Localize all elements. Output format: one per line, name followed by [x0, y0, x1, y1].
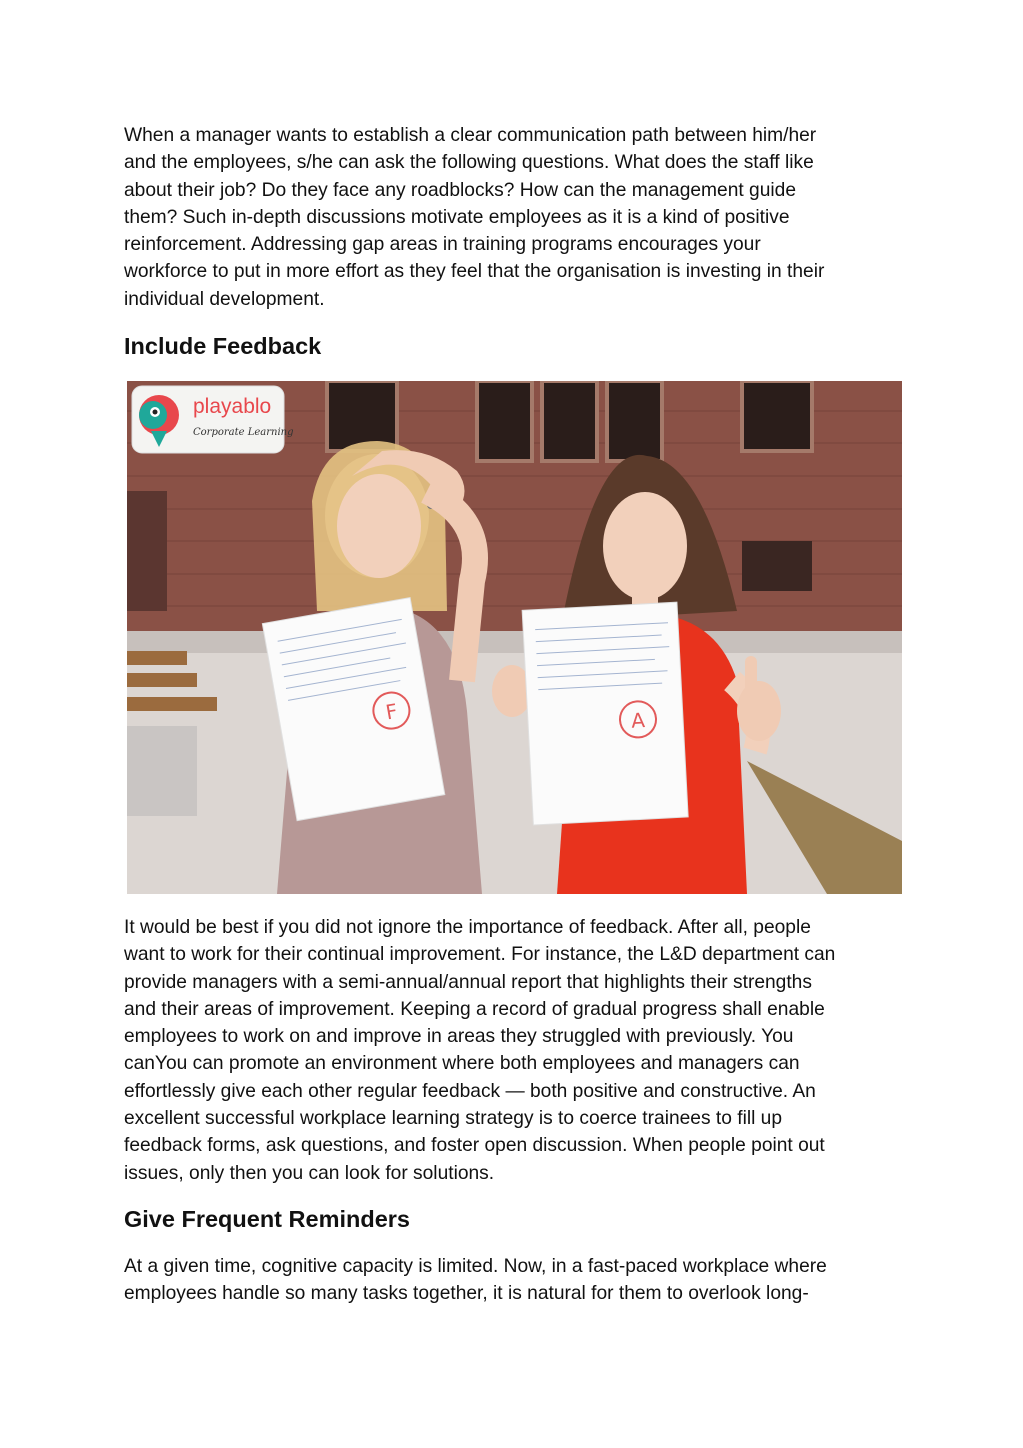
- grade-right: A: [630, 708, 646, 733]
- text-line: provide managers with a semi-annual/annual report that highlights their strengths: [124, 971, 812, 993]
- text-line: excellent successful workplace learning strategy is to coerce trainees to fill up: [124, 1108, 783, 1130]
- text-line: and the employees, s/he can ask the following questions. What does the staff like: [124, 152, 814, 174]
- intro-paragraph: [124, 122, 904, 313]
- logo-brand: playablo: [193, 395, 272, 418]
- text-line: employees to work on and improve in areas they struggled with previously. You: [124, 1026, 794, 1048]
- text-line: At a given time, cognitive capacity is limited. Now, in a fast-paced workplace where: [124, 1256, 827, 1277]
- grade-left: F: [383, 698, 400, 725]
- feedback-paragraph: [124, 914, 904, 1187]
- text-line: canYou can promote an environment where both employees and managers can: [124, 1053, 800, 1075]
- reminders-paragraph: [124, 1253, 904, 1308]
- text-line: effortlessly give each other regular feedback — both positive and constructive. An: [124, 1080, 816, 1102]
- logo-tagline: Corporate Learning: [193, 427, 294, 438]
- text-line: them? Such in-depth discussions motivate employees as it is a kind of positive: [124, 206, 790, 228]
- text-line: feedback forms, ask questions, and foster open discussion. When people point out: [124, 1135, 825, 1157]
- playablo-logo: [132, 386, 294, 453]
- text-line: individual development.: [124, 288, 325, 310]
- text-line: When a manager wants to establish a clear communication path between him/her: [124, 125, 817, 146]
- feedback-photo: [127, 381, 902, 894]
- text-line: employees handle so many tasks together, it is natural for them to overlook long-: [124, 1283, 809, 1305]
- text-line: want to work for their continual improvement. For instance, the L&D department can: [124, 944, 836, 966]
- text-line: It would be best if you did not ignore the importance of feedback. After all, people: [124, 917, 811, 938]
- section-heading-include-feedback: Include Feedback: [124, 333, 322, 359]
- text-line: issues, only then you can look for solutions.: [124, 1162, 495, 1184]
- text-line: workforce to put in more effort as they feel that the organisation is investing in their: [124, 261, 825, 283]
- ledge: [127, 631, 902, 653]
- section-heading-give-reminders: Give Frequent Reminders: [124, 1206, 410, 1232]
- text-line: about their job? Do they face any roadblocks? How can the management guide: [124, 179, 796, 201]
- paper-right: [522, 602, 688, 825]
- text-line: and their areas of improvement. Keeping a record of gradual progress shall enable: [124, 998, 825, 1020]
- photo-illustration: [127, 381, 902, 894]
- text-line: reinforcement. Addressing gap areas in training programs encourages your: [124, 234, 761, 256]
